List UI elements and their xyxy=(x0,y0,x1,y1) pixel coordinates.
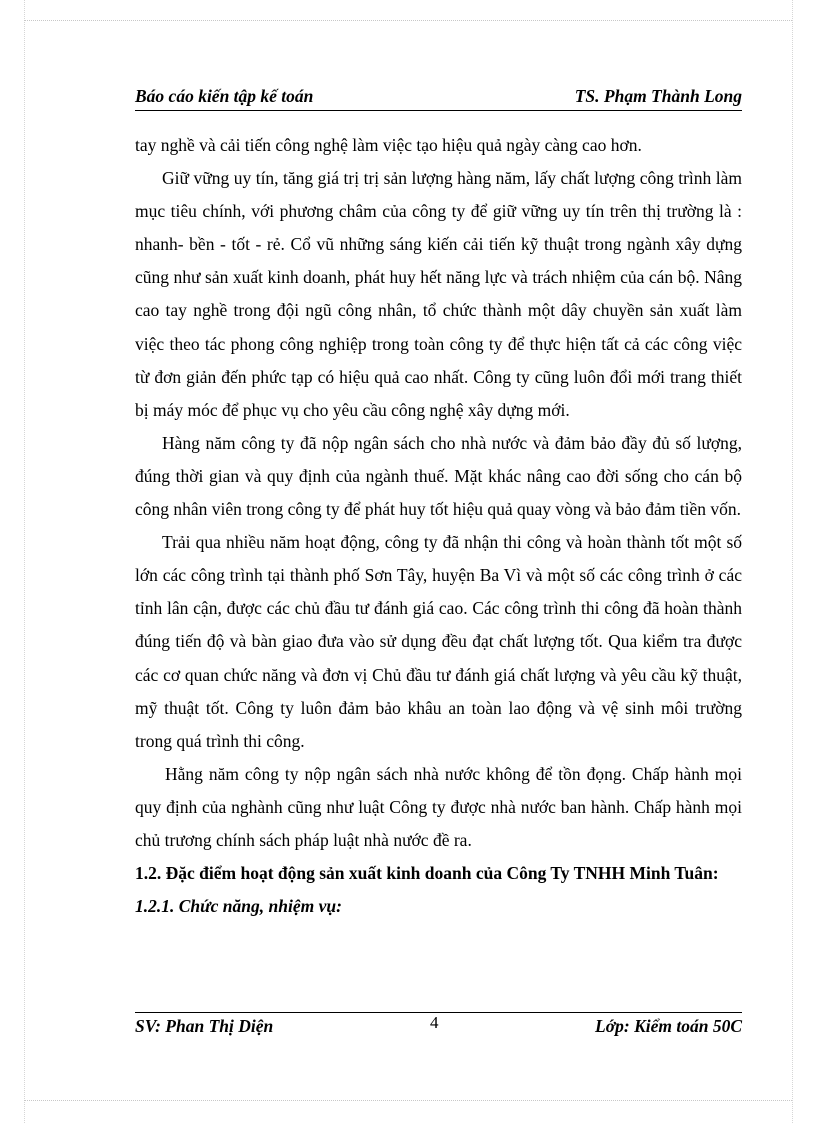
document-body xyxy=(135,129,742,923)
paragraph-continuation: tay nghề và cải tiến công nghệ làm việc tạo hiệu quả ngày càng cao hơn. xyxy=(135,135,642,155)
paragraph-reputation: Giữ vững uy tín, tăng giá trị trị sản lượng hàng năm, lấy chất lượng công trình làm mục tiêu chính, với phương châm của công ty để giữ vững uy tín trên thị trường là : nhanh- bền - tốt - rẻ. Cổ vũ những sáng kiến cải tiến kỹ thuật trong ngành xây dựng cũng như sản xuất kinh doanh, phát huy hết năng lực và trách nhiệm của cán bộ. Nâng cao tay nghề trong đội ngũ công nhân, tổ chức thành một dây chuyền sản xuất làm việc theo tác phong công nghiệp trong toàn công ty để thực hiện tất cả các công việc từ đơn giản đến phức tạp có hiệu quả cao nhất. Công ty cũng luôn đổi mới trang thiết bị máy móc để phục vụ cho yêu cầu công nghệ xây dựng mới. xyxy=(135,168,742,420)
footer-student-name: SV: Phan Thị Diện xyxy=(135,1016,274,1036)
header-supervisor: TS. Phạm Thành Long xyxy=(574,86,742,106)
page-margin-guide-left xyxy=(24,0,25,1123)
paragraph-projects: Trải qua nhiều năm hoạt động, công ty đã nhận thi công và hoàn thành tốt một số lớn các công trình tại thành phố Sơn Tây, huyện Ba Vì và một số các công trình ở các tỉnh lân cận, được các chủ đầu tư đánh giá cao. Các công trình thi công đã hoàn thành đúng tiến độ và bàn giao đưa vào sử dụng đều đạt chất lượng tốt. Qua kiểm tra được các cơ quan chức năng và đơn vị Chủ đầu tư đánh giá chất lượng và yêu cầu kỹ thuật, mỹ thuật tốt. Công ty luôn đảm bảo khâu an toàn lao động và vệ sinh môi trường trong quá trình thi công. xyxy=(135,532,742,751)
page-margin-guide-right xyxy=(792,0,793,1123)
page-margin-guide-bottom xyxy=(24,1100,792,1101)
page-margin-guide-top xyxy=(24,20,792,21)
page-number: 4 xyxy=(430,1013,439,1032)
footer-class: Lớp: Kiểm toán 50C xyxy=(595,1016,742,1036)
subsection-heading: 1.2.1. Chức năng, nhiệm vụ: xyxy=(135,896,342,917)
section-heading: 1.2. Đặc điểm hoạt động sản xuất kinh doanh của Công Ty TNHH Minh Tuân: xyxy=(135,863,719,884)
paragraph-compliance: Hằng năm công ty nộp ngân sách nhà nước không để tồn đọng. Chấp hành mọi quy định của nghành cũng như luật Công ty được nhà nước ban hành. Chấp hành mọi chủ trương chính sách pháp luật nhà nước đề ra. xyxy=(135,763,742,850)
page-header xyxy=(135,82,742,111)
header-report-title: Báo cáo kiến tập kế toán xyxy=(135,86,314,106)
page-footer xyxy=(135,1015,742,1039)
paragraph-budget: Hàng năm công ty đã nộp ngân sách cho nhà nước và đảm bảo đầy đủ số lượng, đúng thời gian và quy định của ngành thuế. Mặt khác nâng cao đời sống cho cán bộ công nhân viên trong công ty để phát huy tốt hiệu quả quay vòng và bảo đảm tiền vốn. xyxy=(135,432,742,520)
